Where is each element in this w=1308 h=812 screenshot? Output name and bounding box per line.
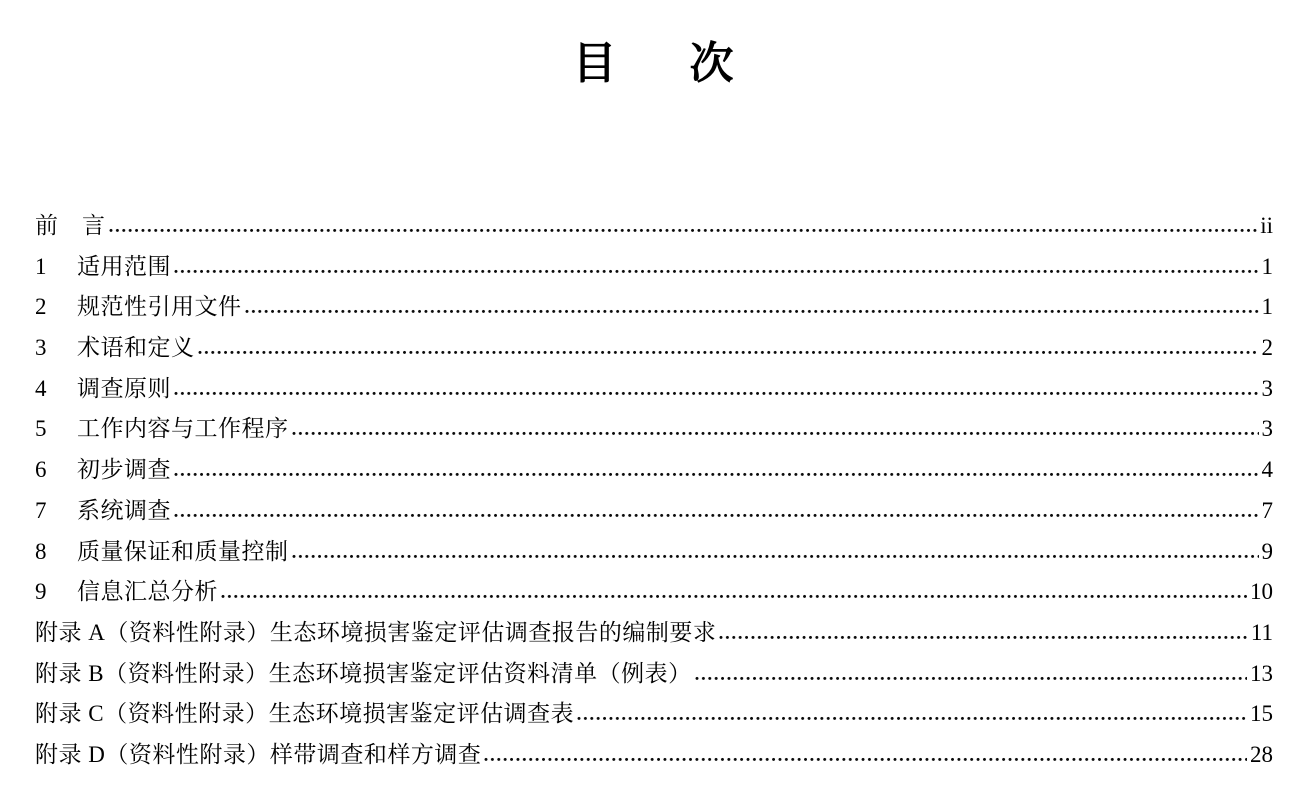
toc-entry-page-number: 11	[1250, 619, 1273, 645]
toc-entry	[35, 491, 1273, 532]
toc-entry-page-number: 15	[1250, 701, 1273, 727]
dot-leader	[577, 716, 1247, 721]
toc-entry	[35, 328, 1273, 369]
dot-leader	[174, 472, 1259, 477]
dot-leader	[695, 676, 1247, 681]
toc-entry	[35, 450, 1273, 491]
toc-entry-page-number: ii	[1260, 213, 1273, 238]
toc-entry-label: 规范性引用文件	[77, 294, 242, 320]
toc-entry-label: 初步调查	[77, 457, 171, 483]
toc-entry-number: 3	[35, 335, 47, 361]
toc-entry-page-number: 7	[1261, 497, 1273, 523]
dot-leader	[245, 309, 1259, 314]
toc-entry	[35, 287, 1273, 328]
toc-entry	[35, 613, 1273, 654]
dot-leader	[292, 431, 1259, 436]
dot-leader	[109, 228, 1258, 233]
toc-entry-number: 7	[35, 497, 47, 523]
dot-leader	[174, 269, 1259, 274]
toc-entry-label: 信息汇总分析	[77, 579, 218, 605]
toc-entry-number: 1	[35, 253, 47, 279]
toc-entry	[35, 369, 1273, 410]
toc-entry-page-number: 4	[1261, 457, 1273, 483]
toc-entry	[35, 206, 1273, 247]
toc-entry	[35, 694, 1273, 735]
dot-leader	[484, 757, 1247, 762]
toc-entry	[35, 572, 1273, 613]
toc-entry-label: 系统调查	[77, 497, 171, 523]
toc-entry-number: 5	[35, 416, 47, 442]
dot-leader	[174, 391, 1259, 396]
toc-entry-number: 9	[35, 579, 47, 605]
toc-entry-label: 附录 C（资料性附录）生态环境损害鉴定评估调查表	[35, 701, 575, 727]
toc-entry	[35, 532, 1273, 573]
toc-entry	[35, 409, 1273, 450]
toc-entry-page-number: 2	[1261, 335, 1273, 361]
toc-entry-label: 附录 B（资料性附录）生态环境损害鉴定评估资料清单（例表）	[35, 660, 692, 686]
toc-entry-page-number: 1	[1261, 253, 1273, 279]
toc-entry-number: 8	[35, 538, 47, 564]
toc-entry	[35, 247, 1273, 288]
toc-entry-page-number: 3	[1261, 416, 1273, 442]
toc-entry-label: 前 言	[35, 213, 106, 238]
toc-entry-page-number: 1	[1261, 294, 1273, 320]
toc-entry-page-number: 13	[1250, 660, 1273, 686]
toc-entry-number: 6	[35, 457, 47, 483]
toc-entry	[35, 654, 1273, 695]
toc-entry-label: 术语和定义	[77, 335, 195, 361]
toc-entry-page-number: 10	[1250, 579, 1273, 605]
toc-entry-number: 2	[35, 294, 47, 320]
dot-leader	[719, 635, 1247, 640]
toc-entry-number: 4	[35, 375, 47, 401]
toc-entry	[35, 735, 1273, 776]
toc-entry-label: 附录 A（资料性附录）生态环境损害鉴定评估调查报告的编制要求	[35, 619, 717, 645]
toc-entry-label: 附录 D（资料性附录）样带调查和样方调查	[35, 741, 482, 767]
dot-leader	[198, 350, 1259, 355]
toc-list	[35, 206, 1273, 776]
toc-entry-page-number: 3	[1261, 375, 1273, 401]
toc-entry-label: 质量保证和质量控制	[77, 538, 289, 564]
toc-entry-label: 工作内容与工作程序	[77, 416, 289, 442]
dot-leader	[174, 513, 1259, 518]
toc-entry-label: 适用范围	[77, 253, 171, 279]
toc-entry-page-number: 28	[1250, 741, 1273, 767]
toc-entry-page-number: 9	[1261, 538, 1273, 564]
dot-leader	[221, 594, 1247, 599]
toc-entry-label: 调查原则	[77, 375, 171, 401]
page-title: 目 次	[572, 39, 736, 88]
dot-leader	[292, 554, 1259, 559]
